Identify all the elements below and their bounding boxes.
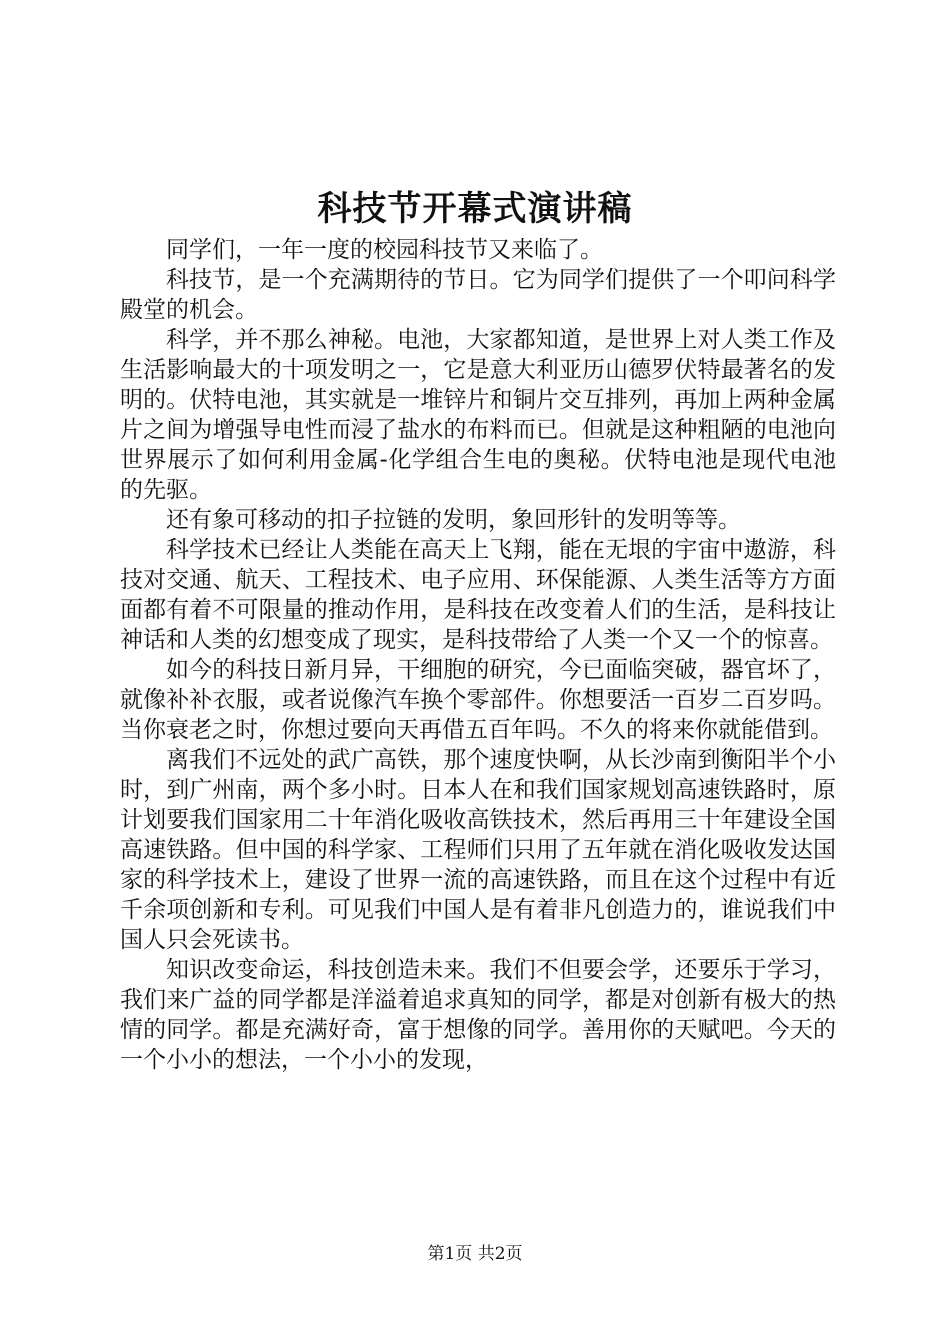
paragraph-8: 知识改变命运，科技创造未来。我们不但要会学，还要乐于学习，我们来广益的同学都是洋溢着追求真知的同学，都是对创新有极大的热情的同学。都是充满好奇，富于想像的同学。善用你的天赋吧。今天的一个小小的想法，一个小小的发现， [120, 957, 836, 1073]
paragraph-3: 科学，并不那么神秘。电池，大家都知道，是世界上对人类工作及生活影响最大的十项发明之一，它是意大利亚历山德罗伏特最著名的发明的。伏特电池，其实就是一堆锌片和铜片交互排列，再加上两种金属片之间为增强导电性而浸了盐水的布料而已。但就是这种粗陋的电池向世界展示了如何利用金属-化学组合生电的奥秘。伏特电池是现代电池的先驱。 [120, 327, 836, 503]
paragraph-7: 离我们不远处的武广高铁，那个速度快啊，从长沙南到衡阳半个小时，到广州南，两个多小时。日本人在和我们国家规划高速铁路时，原计划要我们国家用二十年消化吸收高铁技术，然后再用三十年建设全国高速铁路。但中国的科学家、工程师们只用了五年就在消化吸收发达国家的科学技术上，建设了世界一流的高速铁路，而且在这个过程中有近千余项创新和专利。可见我们中国人是有着非凡创造力的，谁说我们中国人只会死读书。 [120, 747, 836, 953]
document-body [120, 235, 836, 1075]
paragraph-2: 科技节，是一个充满期待的节日。它为同学们提供了一个叩问科学殿堂的机会。 [120, 267, 836, 323]
paragraph-4: 还有象可移动的扣子拉链的发明，象回形针的发明等等。 [166, 507, 741, 533]
page-number-footer: 第1页 共2页 [427, 1244, 523, 1264]
paragraph-6: 如今的科技日新月异，干细胞的研究，今已面临突破，器官坏了，就像补补衣服，或者说像汽车换个零部件。你想要活一百岁二百岁吗。当你衰老之时，你想过要向天再借五百年吗。不久的将来你就能借到。 [120, 657, 836, 743]
paragraph-5: 科学技术已经让人类能在高天上飞翔，能在无垠的宇宙中遨游，科技对交通、航天、工程技术、电子应用、环保能源、人类生活等方方面面都有着不可限量的推动作用，是科技在改变着人们的生活，是科技让神话和人类的幻想变成了现实，是科技带给了人类一个又一个的惊喜。 [120, 537, 836, 653]
paragraph-1: 同学们，一年一度的校园科技节又来临了。 [166, 237, 603, 263]
document-title: 科技节开幕式演讲稿 [317, 189, 633, 229]
